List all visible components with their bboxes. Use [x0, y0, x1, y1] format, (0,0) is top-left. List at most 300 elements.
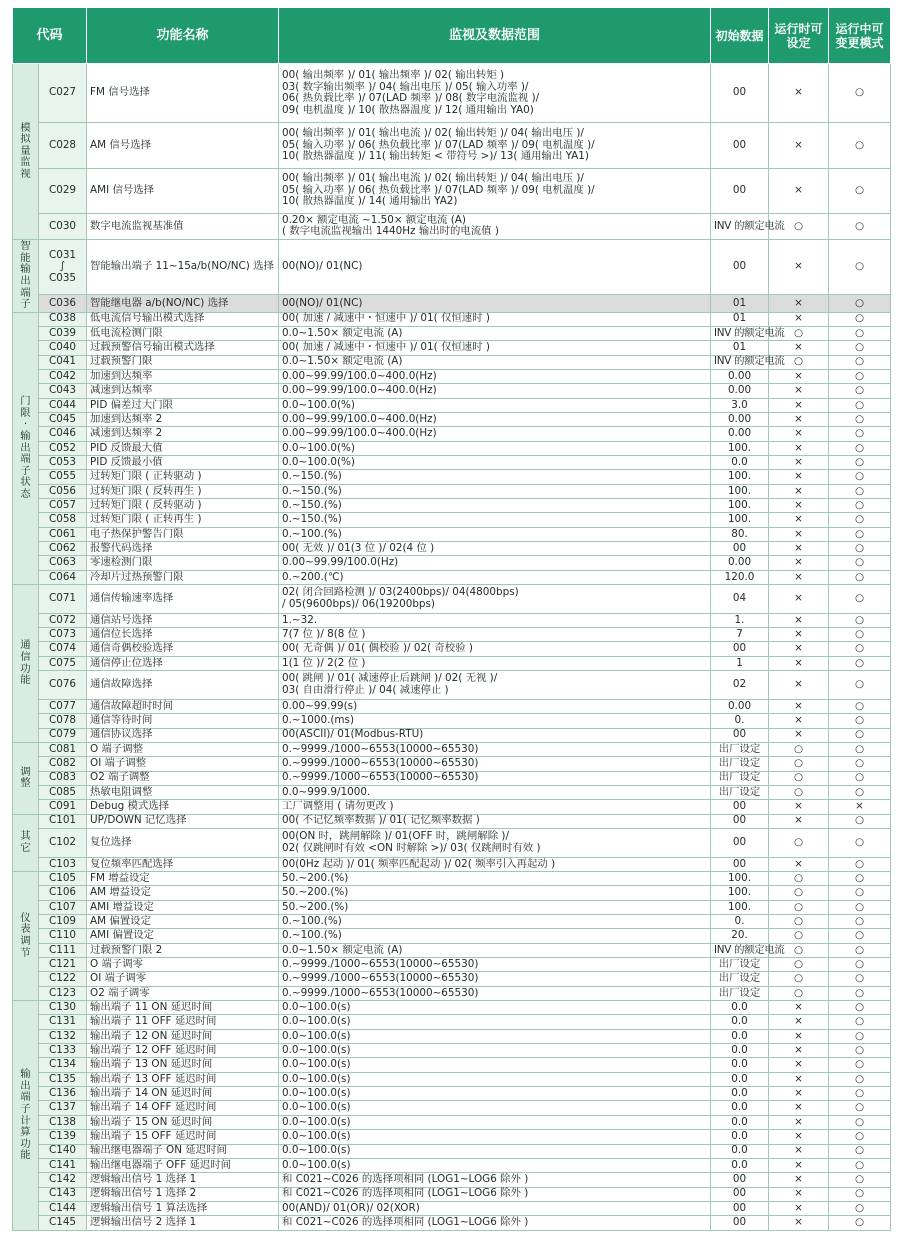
param-code: C134	[39, 1058, 87, 1072]
table-row	[13, 456, 891, 470]
run-settable-mark: ×	[769, 1173, 829, 1187]
param-code: C075	[39, 656, 87, 670]
param-range: 和 C021~C026 的选择项相同 (LOG1~LOG6 除外 )	[279, 1216, 711, 1231]
run-changeable-mark: ○	[829, 427, 891, 441]
run-settable-mark: ○	[769, 742, 829, 756]
table-row	[13, 628, 891, 642]
param-name: 输出端子 12 OFF 延迟时间	[87, 1044, 279, 1058]
run-changeable-mark: ○	[829, 398, 891, 412]
param-code: C137	[39, 1101, 87, 1115]
param-code: C076	[39, 671, 87, 700]
run-changeable-mark: ○	[829, 728, 891, 742]
param-initial: 00	[711, 542, 769, 556]
param-name: 通信位长选择	[87, 628, 279, 642]
param-name: AM 增益设定	[87, 886, 279, 900]
param-range: 0.0~100.0(s)	[279, 1101, 711, 1115]
param-name: 输出端子 14 OFF 延迟时间	[87, 1101, 279, 1115]
param-range: 0.~9999./1000~6553(10000~65530)	[279, 972, 711, 986]
run-changeable-mark: ○	[829, 814, 891, 828]
param-initial: 0.00	[711, 384, 769, 398]
run-settable-mark: ×	[769, 240, 829, 295]
param-range: 0.~150.(%)	[279, 499, 711, 513]
run-changeable-mark: ○	[829, 613, 891, 627]
param-name: OI 端子调整	[87, 757, 279, 771]
param-range: 00(ON 时，跳闸解除 )/ 01(OFF 时，跳闸解除 )/ 02( 仅跳闸时有效 <ON 时解除 >)/ 03( 仅跳闸时有效 )	[279, 828, 711, 857]
param-range: 0.0~100.0(s)	[279, 1015, 711, 1029]
param-name: 输出端子 11 ON 延迟时间	[87, 1001, 279, 1015]
header-run-change: 运行中可变更模式	[829, 8, 891, 64]
param-range: 0.~9999./1000~6553(10000~65530)	[279, 986, 711, 1000]
table-row	[13, 398, 891, 412]
param-name: PID 偏差过大门限	[87, 398, 279, 412]
table-row	[13, 213, 891, 240]
param-initial: 80.	[711, 527, 769, 541]
param-range: 0.~200.(℃)	[279, 570, 711, 584]
param-range: 0.~150.(%)	[279, 484, 711, 498]
table-row	[13, 1201, 891, 1215]
param-initial: 100.	[711, 900, 769, 914]
param-range: 0.~150.(%)	[279, 470, 711, 484]
param-initial: 100.	[711, 470, 769, 484]
param-initial: 0.0	[711, 1044, 769, 1058]
param-code: C132	[39, 1029, 87, 1043]
table-row	[13, 943, 891, 957]
param-range: 7(7 位 )/ 8(8 位 )	[279, 628, 711, 642]
param-code: C046	[39, 427, 87, 441]
param-range: 0.00~99.99/100.0~400.0(Hz)	[279, 384, 711, 398]
table-row	[13, 757, 891, 771]
param-range: 00( 加速 / 减速中・恒速中 )/ 01( 仅恒速时 )	[279, 341, 711, 355]
param-range: 0.0~100.0(s)	[279, 1115, 711, 1129]
header-code: 代码	[13, 8, 87, 64]
param-range: 0.~100.(%)	[279, 929, 711, 943]
param-name: 通信传输速率选择	[87, 585, 279, 614]
run-changeable-mark: ○	[829, 369, 891, 383]
param-name: O 端子调整	[87, 742, 279, 756]
param-name: FM 信号选择	[87, 64, 279, 123]
table-row	[13, 972, 891, 986]
param-initial: 00	[711, 168, 769, 213]
run-settable-mark: ×	[769, 123, 829, 168]
run-settable-mark: ○	[769, 871, 829, 885]
param-range: 0.0~100.0(s)	[279, 1044, 711, 1058]
run-changeable-mark: ○	[829, 1216, 891, 1231]
param-initial: 出厂设定	[711, 771, 769, 785]
param-code: C077	[39, 699, 87, 713]
param-range: 00(NO)/ 01(NC)	[279, 240, 711, 295]
param-initial: 00	[711, 1187, 769, 1201]
param-range: 0.0~100.0(s)	[279, 1029, 711, 1043]
param-code: C103	[39, 857, 87, 871]
param-code: C045	[39, 412, 87, 426]
run-changeable-mark: ○	[829, 355, 891, 369]
param-code: C063	[39, 556, 87, 570]
run-changeable-mark: ○	[829, 986, 891, 1000]
param-code: C105	[39, 871, 87, 885]
table-row	[13, 570, 891, 584]
table-row	[13, 1087, 891, 1101]
run-settable-mark: ×	[769, 168, 829, 213]
run-changeable-mark: ○	[829, 1058, 891, 1072]
param-range: 0.0~100.0(%)	[279, 441, 711, 455]
param-range: 0.0~100.0(s)	[279, 1058, 711, 1072]
run-settable-mark: ×	[769, 1044, 829, 1058]
param-code: C081	[39, 742, 87, 756]
run-settable-mark: ×	[769, 1072, 829, 1086]
table-row	[13, 427, 891, 441]
run-changeable-mark: ○	[829, 412, 891, 426]
run-settable-mark: ×	[769, 1216, 829, 1231]
param-range: 0.0~100.0(s)	[279, 1001, 711, 1015]
run-settable-mark: ×	[769, 398, 829, 412]
param-name: 输出端子 11 OFF 延迟时间	[87, 1015, 279, 1029]
param-code: C053	[39, 456, 87, 470]
table-row	[13, 771, 891, 785]
param-code: C027	[39, 64, 87, 123]
run-changeable-mark: ○	[829, 1029, 891, 1043]
run-changeable-mark: ○	[829, 886, 891, 900]
param-initial: 00	[711, 728, 769, 742]
run-changeable-mark: ○	[829, 828, 891, 857]
param-range: 0.0~100.0(s)	[279, 1158, 711, 1172]
run-settable-mark: ×	[769, 613, 829, 627]
param-initial: 0.00	[711, 699, 769, 713]
table-row	[13, 312, 891, 326]
header-initial: 初始数据	[711, 8, 769, 64]
run-settable-mark: ×	[769, 1130, 829, 1144]
param-name: 通信故障超时时间	[87, 699, 279, 713]
run-settable-mark: ×	[769, 499, 829, 513]
param-name: 过转矩门限 ( 正转驱动 )	[87, 470, 279, 484]
param-code: C079	[39, 728, 87, 742]
param-range: 0.~9999./1000~6553(10000~65530)	[279, 958, 711, 972]
group-label-meter: 仪 表 调 节	[13, 871, 39, 1000]
param-name: 热敏电阻调整	[87, 785, 279, 799]
param-initial: 出厂设定	[711, 958, 769, 972]
run-changeable-mark: ×	[829, 800, 891, 814]
param-code: C083	[39, 771, 87, 785]
param-code: C131	[39, 1015, 87, 1029]
param-initial: 0.0	[711, 1158, 769, 1172]
param-code: C042	[39, 369, 87, 383]
table-row	[13, 742, 891, 756]
table-row	[13, 64, 891, 123]
run-changeable-mark: ○	[829, 1158, 891, 1172]
run-changeable-mark: ○	[829, 742, 891, 756]
param-code: C136	[39, 1087, 87, 1101]
group-label-outcalc: 输 出 端 子 计 算 功 能	[13, 1001, 39, 1231]
run-settable-mark: ×	[769, 1058, 829, 1072]
param-range: 0.0~100.0(%)	[279, 456, 711, 470]
run-changeable-mark: ○	[829, 456, 891, 470]
run-settable-mark: ○	[769, 958, 829, 972]
param-range: 00(0Hz 起动 )/ 01( 频率匹配起动 )/ 02( 频率引入再起动 )	[279, 857, 711, 871]
param-initial: 3.0	[711, 398, 769, 412]
run-changeable-mark: ○	[829, 213, 891, 240]
param-initial: 00	[711, 828, 769, 857]
run-changeable-mark: ○	[829, 757, 891, 771]
run-settable-mark: ○	[769, 213, 829, 240]
run-settable-mark: ×	[769, 570, 829, 584]
table-row	[13, 1115, 891, 1129]
run-settable-mark: ○	[769, 757, 829, 771]
param-range: 和 C021~C026 的选择项相同 (LOG1~LOG6 除外 )	[279, 1187, 711, 1201]
param-code: C091	[39, 800, 87, 814]
table-row	[13, 499, 891, 513]
run-settable-mark: ×	[769, 1001, 829, 1015]
param-initial: 0.0	[711, 456, 769, 470]
table-row	[13, 828, 891, 857]
run-changeable-mark: ○	[829, 326, 891, 340]
param-range: 0.~100.(%)	[279, 527, 711, 541]
param-initial: 20.	[711, 929, 769, 943]
param-initial: 100.	[711, 441, 769, 455]
param-name: 过载预警门限	[87, 355, 279, 369]
run-changeable-mark: ○	[829, 1130, 891, 1144]
param-name: 低电流检测门限	[87, 326, 279, 340]
run-settable-mark: ×	[769, 384, 829, 398]
param-initial: 0.	[711, 915, 769, 929]
table-row	[13, 958, 891, 972]
table-row	[13, 1058, 891, 1072]
param-name: 数字电流监视基准值	[87, 213, 279, 240]
param-initial: 00	[711, 857, 769, 871]
param-range: 0.~150.(%)	[279, 513, 711, 527]
param-initial: 0.0	[711, 1101, 769, 1115]
param-range: 0.~1000.(ms)	[279, 714, 711, 728]
run-changeable-mark: ○	[829, 714, 891, 728]
param-initial: 00	[711, 1173, 769, 1187]
header-range: 监视及数据范围	[279, 8, 711, 64]
run-settable-mark: ×	[769, 1187, 829, 1201]
param-name: 通信协议选择	[87, 728, 279, 742]
param-code: C123	[39, 986, 87, 1000]
table-row	[13, 857, 891, 871]
param-name: 逻辑输出信号 1 选择 2	[87, 1187, 279, 1201]
param-initial: 0.0	[711, 1029, 769, 1043]
run-changeable-mark: ○	[829, 64, 891, 123]
param-name: UP/DOWN 记忆选择	[87, 814, 279, 828]
run-changeable-mark: ○	[829, 1101, 891, 1115]
param-initial: 0.	[711, 714, 769, 728]
run-changeable-mark: ○	[829, 943, 891, 957]
group-label-adjust: 调 整	[13, 742, 39, 814]
run-settable-mark: ×	[769, 295, 829, 312]
run-settable-mark: ×	[769, 556, 829, 570]
param-initial: 01	[711, 341, 769, 355]
run-settable-mark: ○	[769, 929, 829, 943]
run-changeable-mark: ○	[829, 240, 891, 295]
param-name: 输出端子 13 ON 延迟时间	[87, 1058, 279, 1072]
param-code: C056	[39, 484, 87, 498]
param-initial: 0.0	[711, 1144, 769, 1158]
param-range: 50.~200.(%)	[279, 900, 711, 914]
table-body	[13, 64, 891, 1231]
run-changeable-mark: ○	[829, 929, 891, 943]
param-initial: 100.	[711, 513, 769, 527]
group-label-analog: 模 拟 量 监 视	[13, 64, 39, 240]
table-row	[13, 1130, 891, 1144]
header-run-set: 运行时可设定	[769, 8, 829, 64]
param-initial: 00	[711, 1216, 769, 1231]
run-settable-mark: ○	[769, 972, 829, 986]
param-name: 报警代码选择	[87, 542, 279, 556]
param-initial: 100.	[711, 886, 769, 900]
param-range: 0.0~100.0(s)	[279, 1144, 711, 1158]
param-initial: 00	[711, 1201, 769, 1215]
param-code: C073	[39, 628, 87, 642]
param-code: C142	[39, 1173, 87, 1187]
run-changeable-mark: ○	[829, 958, 891, 972]
run-changeable-mark: ○	[829, 771, 891, 785]
table-row	[13, 168, 891, 213]
run-changeable-mark: ○	[829, 527, 891, 541]
group-label-smart_out: 智 能 输 出 端 子	[13, 240, 39, 312]
run-changeable-mark: ○	[829, 857, 891, 871]
param-range: 1(1 位 )/ 2(2 位 )	[279, 656, 711, 670]
table-row	[13, 1072, 891, 1086]
table-row	[13, 326, 891, 340]
param-code: C078	[39, 714, 87, 728]
run-settable-mark: ○	[769, 943, 829, 957]
param-initial: 0.00	[711, 427, 769, 441]
group-label-threshold: 门 限 · 输 出 端 子 状 态	[13, 312, 39, 585]
run-settable-mark: ×	[769, 671, 829, 700]
param-name: 输出端子 14 ON 延迟时间	[87, 1087, 279, 1101]
param-code: C074	[39, 642, 87, 656]
run-changeable-mark: ○	[829, 1072, 891, 1086]
param-range: 00(ASCII)/ 01(Modbus-RTU)	[279, 728, 711, 742]
table-row	[13, 656, 891, 670]
param-code: C141	[39, 1158, 87, 1172]
run-changeable-mark: ○	[829, 295, 891, 312]
param-code: C121	[39, 958, 87, 972]
param-name: FM 增益设定	[87, 871, 279, 885]
run-settable-mark: ○	[769, 355, 829, 369]
param-name: 过载预警门限 2	[87, 943, 279, 957]
table-row	[13, 1187, 891, 1201]
param-name: 冷却片过热预警门限	[87, 570, 279, 584]
param-range: 50.~200.(%)	[279, 871, 711, 885]
header-name: 功能名称	[87, 8, 279, 64]
param-initial: 1	[711, 656, 769, 670]
table-row	[13, 1015, 891, 1029]
run-settable-mark: ×	[769, 527, 829, 541]
param-code: C107	[39, 900, 87, 914]
run-changeable-mark: ○	[829, 1001, 891, 1015]
table-row	[13, 341, 891, 355]
run-changeable-mark: ○	[829, 1144, 891, 1158]
param-initial: 0.00	[711, 556, 769, 570]
run-settable-mark: ○	[769, 828, 829, 857]
param-name: 输出端子 15 ON 延迟时间	[87, 1115, 279, 1129]
param-range: 00( 跳闸 )/ 01( 减速停止后跳闸 )/ 02( 无视 )/ 03( 自由滑行停止 )/ 04( 减速停止 )	[279, 671, 711, 700]
run-changeable-mark: ○	[829, 671, 891, 700]
param-range: 0.00~99.99/100.0(Hz)	[279, 556, 711, 570]
param-code: C085	[39, 785, 87, 799]
param-code: C122	[39, 972, 87, 986]
param-name: AM 偏置设定	[87, 915, 279, 929]
param-initial: INV 的额定电流	[711, 355, 769, 369]
param-name: 输出端子 15 OFF 延迟时间	[87, 1130, 279, 1144]
run-settable-mark: ×	[769, 800, 829, 814]
param-code: C058	[39, 513, 87, 527]
param-name: 通信站号选择	[87, 613, 279, 627]
param-initial: 0.0	[711, 1015, 769, 1029]
param-name: 过载预警信号输出模式选择	[87, 341, 279, 355]
run-changeable-mark: ○	[829, 1187, 891, 1201]
param-range: 0.~9999./1000~6553(10000~65530)	[279, 771, 711, 785]
param-initial: 04	[711, 585, 769, 614]
param-name: 通信等待时间	[87, 714, 279, 728]
param-name: Debug 模式选择	[87, 800, 279, 814]
param-code: C039	[39, 326, 87, 340]
param-range: 00( 输出频率 )/ 01( 输出频率 )/ 02( 输出转矩 ) 03( 数字输出频率 )/ 04( 输出电压 )/ 05( 输入功率 )/ 06( 热负载比率 )/ 07(LAD 频率 )/ 08( 数字电流监视 )/ 09( 电机温度 )/ 10( 散热器温度 )/ 12( 通用输出 YA0)	[279, 64, 711, 123]
param-initial: 0.0	[711, 1115, 769, 1129]
run-changeable-mark: ○	[829, 785, 891, 799]
run-changeable-mark: ○	[829, 499, 891, 513]
param-code: C064	[39, 570, 87, 584]
param-range: 02( 闭合回路检测 )/ 03(2400bps)/ 04(4800bps) / 05(9600bps)/ 06(19200bps)	[279, 585, 711, 614]
param-name: 加速到达频率 2	[87, 412, 279, 426]
param-initial: 出厂设定	[711, 972, 769, 986]
param-initial: 00	[711, 814, 769, 828]
param-range: 0.0~100.0(s)	[279, 1130, 711, 1144]
run-settable-mark: ○	[769, 915, 829, 929]
param-code: C144	[39, 1201, 87, 1215]
run-changeable-mark: ○	[829, 470, 891, 484]
run-changeable-mark: ○	[829, 900, 891, 914]
run-changeable-mark: ○	[829, 168, 891, 213]
run-settable-mark: ×	[769, 484, 829, 498]
param-initial: 02	[711, 671, 769, 700]
run-settable-mark: ×	[769, 1201, 829, 1215]
param-range: 00( 无效 )/ 01(3 位 )/ 02(4 位 )	[279, 542, 711, 556]
run-settable-mark: ○	[769, 886, 829, 900]
param-name: 减速到达频率	[87, 384, 279, 398]
param-code: C143	[39, 1187, 87, 1201]
run-changeable-mark: ○	[829, 642, 891, 656]
run-changeable-mark: ○	[829, 1201, 891, 1215]
run-settable-mark: ×	[769, 412, 829, 426]
param-range: 0.0~999.9/1000.	[279, 785, 711, 799]
run-settable-mark: ×	[769, 628, 829, 642]
table-row	[13, 123, 891, 168]
table-row	[13, 240, 891, 295]
table-row	[13, 1144, 891, 1158]
param-name: PID 反馈最大值	[87, 441, 279, 455]
table-row	[13, 814, 891, 828]
param-code: C043	[39, 384, 87, 398]
run-settable-mark: ×	[769, 642, 829, 656]
param-name: AM 信号选择	[87, 123, 279, 168]
table-row	[13, 699, 891, 713]
run-settable-mark: ×	[769, 341, 829, 355]
param-range: 0.0~100.0(s)	[279, 1072, 711, 1086]
param-code: C052	[39, 441, 87, 455]
param-name: AMI 增益设定	[87, 900, 279, 914]
table-row	[13, 728, 891, 742]
param-range: 工厂调整用 ( 请勿更改 )	[279, 800, 711, 814]
group-label-comm: 通 信 功 能	[13, 585, 39, 743]
param-initial: 0.0	[711, 1058, 769, 1072]
param-range: 50.~200.(%)	[279, 886, 711, 900]
table-row	[13, 441, 891, 455]
param-range: 1.~32.	[279, 613, 711, 627]
run-changeable-mark: ○	[829, 1044, 891, 1058]
param-range: 0.~100.(%)	[279, 915, 711, 929]
param-code: C038	[39, 312, 87, 326]
